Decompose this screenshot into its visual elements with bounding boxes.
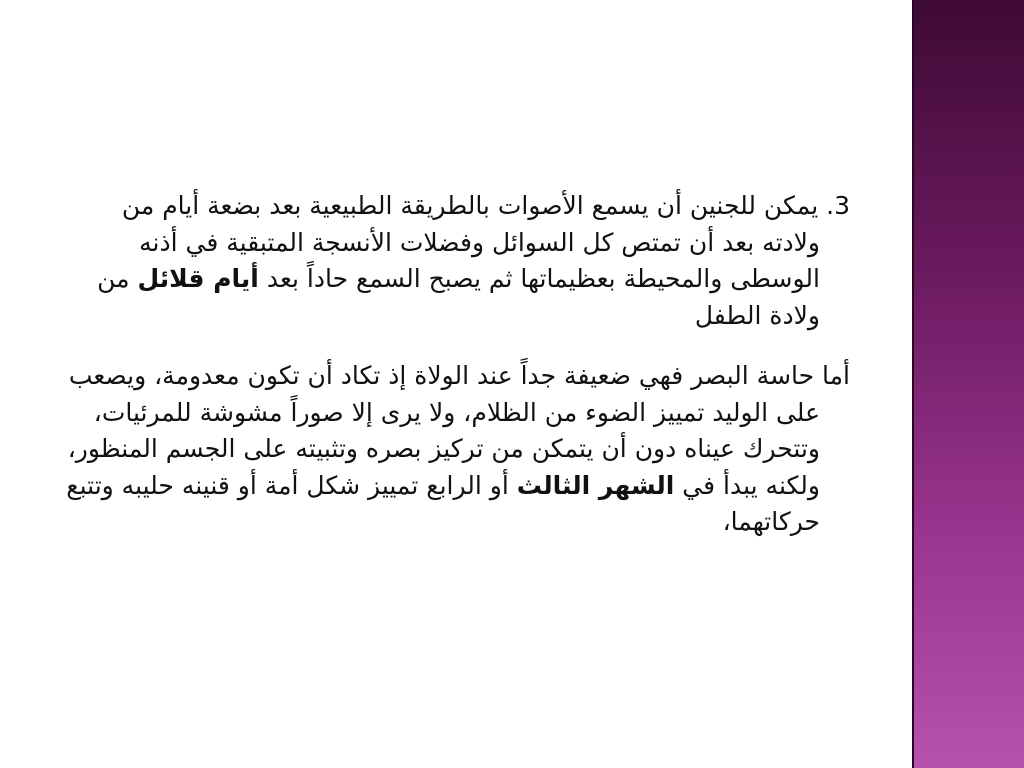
slide-text — [60, 188, 850, 541]
bold-phrase: الشهر الثالث — [516, 470, 675, 500]
paragraph-number: 3. — [826, 191, 850, 220]
paragraph-text: أما حاسة البصر فهي ضعيفة جداً عند الولاة إذ تكاد أن تكون معدومة، ويصعب على الوليد تمييز الضوء من الظلام، ولا يرى إلا صوراً مشوشة للمرئيات، وتتحرك عيناه دون أن يتمكن من تركيز بصره وتثبيته على الجسم المنظور، ولكنه يبدأ في — [67, 361, 850, 500]
paragraph-text-end: أو الرابع تمييز شكل أمة أو قنينه حليبه وتتبع حركاتهما، — [66, 470, 820, 536]
paragraph-text: يمكن للجنين أن يسمع الأصوات بالطريقة الطبيعية بعد بضعة أيام من ولادته بعد أن تمتص كل السوائل وفضلات الأنسجة المتبقية في أذنه الوسطى والمحيطة بعظيماتها ثم يصبح السمع حاداً بعد — [121, 191, 820, 293]
paragraph-hearing — [60, 188, 850, 334]
bold-phrase: أيام قلائل — [137, 264, 259, 293]
paragraph-text-end: من ولادة الطفل — [97, 264, 820, 330]
decorative-side-band — [912, 0, 1024, 768]
paragraph-vision — [60, 358, 850, 541]
